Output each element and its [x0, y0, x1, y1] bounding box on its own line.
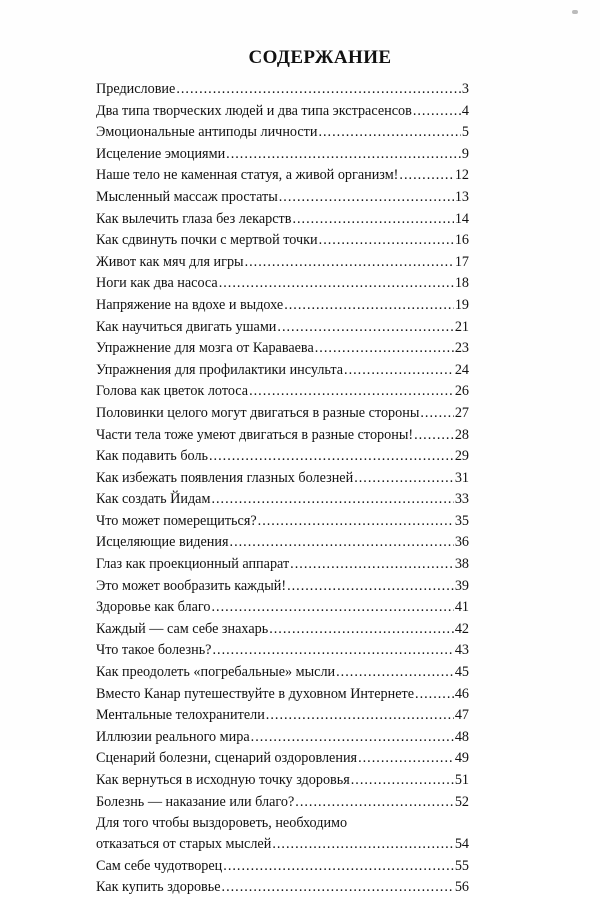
toc-entry-page-number: 9 — [461, 145, 469, 162]
dot-leader — [176, 80, 461, 99]
toc-entry-page-number: 4 — [461, 102, 469, 119]
toc-entry-page-number: 35 — [454, 512, 469, 529]
dot-leader — [336, 663, 454, 682]
toc-entry — [96, 878, 469, 897]
toc-entry-title: Вместо Канар путешествуйте в духовном Интернете — [96, 685, 415, 702]
toc-entry — [96, 253, 469, 272]
toc-entry-page-number: 18 — [454, 275, 469, 292]
toc-entry — [96, 814, 469, 854]
toc-entry-title: Что может померещиться? — [96, 512, 257, 529]
dot-leader — [351, 771, 454, 790]
toc-entry-page-number: 5 — [461, 124, 469, 141]
toc-entry — [96, 274, 469, 293]
toc-entry-page-number: 54 — [454, 836, 469, 853]
toc-entry — [96, 577, 469, 596]
toc-entry-page-number: 49 — [454, 750, 469, 767]
dot-leader — [414, 426, 454, 445]
toc-entry — [96, 512, 469, 531]
toc-entry-page-number: 29 — [454, 448, 469, 465]
toc-entry-page-number: 36 — [454, 534, 469, 551]
toc-entry-page-number: 31 — [454, 469, 469, 486]
toc-entry — [96, 490, 469, 509]
dot-leader — [413, 102, 461, 121]
dot-leader — [287, 577, 454, 596]
toc-entry-page-number: 38 — [454, 556, 469, 573]
dot-leader — [358, 749, 454, 768]
dot-leader — [292, 210, 453, 229]
toc-entry — [96, 793, 469, 812]
toc-entry — [96, 404, 469, 423]
toc-entry-title: Ментальные телохранители — [96, 707, 265, 724]
toc-entry — [96, 339, 469, 358]
toc-entry-page-number: 21 — [454, 318, 469, 335]
toc-entry — [96, 123, 469, 142]
toc-entry-title: Сценарий болезни, сценарий оздоровления — [96, 750, 358, 767]
toc-entry-title: Как создать Йидам — [96, 491, 211, 508]
dot-leader — [318, 123, 460, 142]
toc-entry-title: Упражнение для мозга от Караваева — [96, 340, 314, 357]
toc-entry — [96, 361, 469, 380]
toc-entry-title: Как вылечить глаза без лекарств — [96, 210, 292, 227]
toc-entry-page-number: 45 — [454, 664, 469, 681]
toc-entry — [96, 663, 469, 682]
toc-entry-page-number: 46 — [454, 685, 469, 702]
dot-leader — [319, 231, 454, 250]
toc-entry-page-number: 47 — [454, 707, 469, 724]
dot-leader — [279, 188, 454, 207]
toc-entry-title: Каждый — сам себе знахарь — [96, 620, 269, 637]
dot-leader — [230, 533, 454, 552]
toc-entry — [96, 80, 469, 99]
toc-entry-title: Ноги как два насоса — [96, 275, 218, 292]
toc-entry — [96, 210, 469, 229]
toc-entry — [96, 555, 469, 574]
dot-leader — [277, 318, 453, 337]
toc-entry-title: Глаз как проекционный аппарат — [96, 556, 290, 573]
toc-entry-title: Упражнения для профилактики инсульта — [96, 361, 344, 378]
toc-entry-title: Части тела тоже умеют двигаться в разные стороны! — [96, 426, 414, 443]
dot-leader — [251, 728, 454, 747]
toc-entry-title: Болезнь — наказание или благо? — [96, 793, 295, 810]
toc-entry-page-number: 33 — [454, 491, 469, 508]
toc-entry — [96, 706, 469, 725]
dot-leader — [209, 447, 454, 466]
dot-leader — [211, 490, 453, 509]
toc-entry-page-number: 23 — [454, 340, 469, 357]
toc-entry-page-number: 16 — [454, 232, 469, 249]
toc-entry — [96, 102, 469, 121]
toc-entry — [96, 598, 469, 617]
toc-entry — [96, 533, 469, 552]
dot-leader — [211, 598, 453, 617]
dot-leader — [223, 857, 454, 876]
dot-leader — [295, 793, 454, 812]
toc-entry-page-number: 27 — [454, 404, 469, 421]
toc-entry — [96, 620, 469, 639]
toc-entry-page-number: 43 — [454, 642, 469, 659]
dot-leader — [290, 555, 454, 574]
dot-leader — [284, 296, 454, 315]
toc-entry-page-number: 24 — [454, 361, 469, 378]
toc-entry-page-number: 13 — [454, 188, 469, 205]
toc-entry-title: Сам себе чудотворец — [96, 857, 223, 874]
toc-entry-page-number: 26 — [454, 383, 469, 400]
toc-entry-title: Мысленный массаж простаты — [96, 188, 278, 205]
toc-entry-page-number: 55 — [454, 857, 469, 874]
dot-leader — [222, 878, 454, 897]
toc-entry-page-number: 48 — [454, 728, 469, 745]
toc-entry-title: Иллюзии реального мира — [96, 728, 250, 745]
toc-entry — [96, 685, 469, 704]
toc-entry-page-number: 3 — [461, 81, 469, 97]
toc-entry-page-number: 12 — [454, 167, 469, 184]
dot-leader — [272, 835, 453, 854]
toc-entry — [96, 641, 469, 660]
dot-leader — [258, 512, 454, 531]
dot-leader — [212, 641, 453, 660]
toc-entry — [96, 447, 469, 466]
dot-leader — [399, 166, 453, 185]
dot-leader — [266, 706, 454, 725]
toc-entry-title: Половинки целого могут двигаться в разные стороны — [96, 404, 420, 421]
toc-entry-title: Эмоциональные антиподы личности — [96, 124, 318, 141]
toc-entry-title: Как подавить боль — [96, 448, 208, 465]
toc-entry — [96, 296, 469, 315]
dot-leader — [245, 253, 454, 272]
toc-entry-page-number: 52 — [454, 793, 469, 810]
dot-leader — [354, 469, 454, 488]
toc-entry-title: Голова как цветок лотоса — [96, 383, 249, 400]
dot-leader — [249, 382, 454, 401]
toc-entry-title: Исцеляющие видения — [96, 534, 229, 551]
toc-entry-title: Как вернуться в исходную точку здоровья — [96, 772, 350, 788]
toc-entry-title: Два типа творческих людей и два типа экстрасенсов — [96, 102, 412, 119]
toc-entry-title: Исцеление эмоциями — [96, 145, 226, 162]
toc-entry-title: Здоровье как благо — [96, 599, 211, 616]
dot-leader — [415, 685, 454, 704]
dot-leader — [344, 361, 454, 380]
toc-entry-page-number: 42 — [454, 620, 469, 637]
toc-entry — [96, 318, 469, 337]
toc-entry-page-number: 17 — [454, 253, 469, 270]
toc-entry-title: Как избежать появления глазных болезней — [96, 469, 354, 486]
toc-entry — [96, 728, 469, 747]
toc-entry-title: Наше тело не каменная статуя, а живой организм! — [96, 167, 399, 184]
toc-entry — [96, 426, 469, 445]
toc-entry — [96, 166, 469, 185]
toc-entry-title: Что такое болезнь? — [96, 642, 212, 659]
dot-leader — [315, 339, 454, 358]
toc-entry — [96, 145, 469, 164]
toc-entry — [96, 231, 469, 250]
dot-leader — [219, 274, 454, 293]
table-of-contents — [96, 80, 469, 900]
toc-entry — [96, 771, 469, 790]
toc-entry-title: Как купить здоровье — [96, 879, 221, 896]
toc-entry-page-number: 14 — [454, 210, 469, 227]
toc-entry — [96, 857, 469, 876]
dot-leader — [420, 404, 453, 423]
toc-entry — [96, 469, 469, 488]
page-title: СОДЕРЖАНИЕ — [248, 47, 392, 68]
dot-leader — [226, 145, 461, 164]
toc-entry-page-number: 41 — [454, 599, 469, 616]
toc-entry-title: отказаться от старых мыслей — [96, 836, 272, 853]
toc-entry-title: Напряжение на вдохе и выдохе — [96, 296, 284, 313]
scan-mark — [572, 10, 578, 14]
toc-entry-title: Это может вообразить каждый! — [96, 577, 287, 594]
toc-entry-page-number: 19 — [454, 296, 469, 313]
toc-entry-title: Живот как мяч для игры — [96, 253, 244, 270]
dot-leader — [269, 620, 454, 639]
toc-entry-title: Как сдвинуть почки с мертвой точки — [96, 232, 318, 249]
toc-entry — [96, 188, 469, 207]
toc-entry-page-number: 56 — [454, 879, 469, 896]
toc-entry — [96, 749, 469, 768]
toc-entry-title-line1: Для того чтобы выздороветь, необходимо — [96, 815, 348, 832]
toc-entry-page-number: 39 — [454, 577, 469, 594]
toc-entry-title: Как научиться двигать ушами — [96, 318, 277, 335]
toc-entry-title: Предисловие — [96, 81, 176, 97]
toc-entry-title: Как преодолеть «погребальные» мысли — [96, 664, 336, 681]
toc-entry-page-number: 51 — [454, 772, 469, 788]
toc-entry — [96, 382, 469, 401]
toc-entry-page-number: 28 — [454, 426, 469, 443]
